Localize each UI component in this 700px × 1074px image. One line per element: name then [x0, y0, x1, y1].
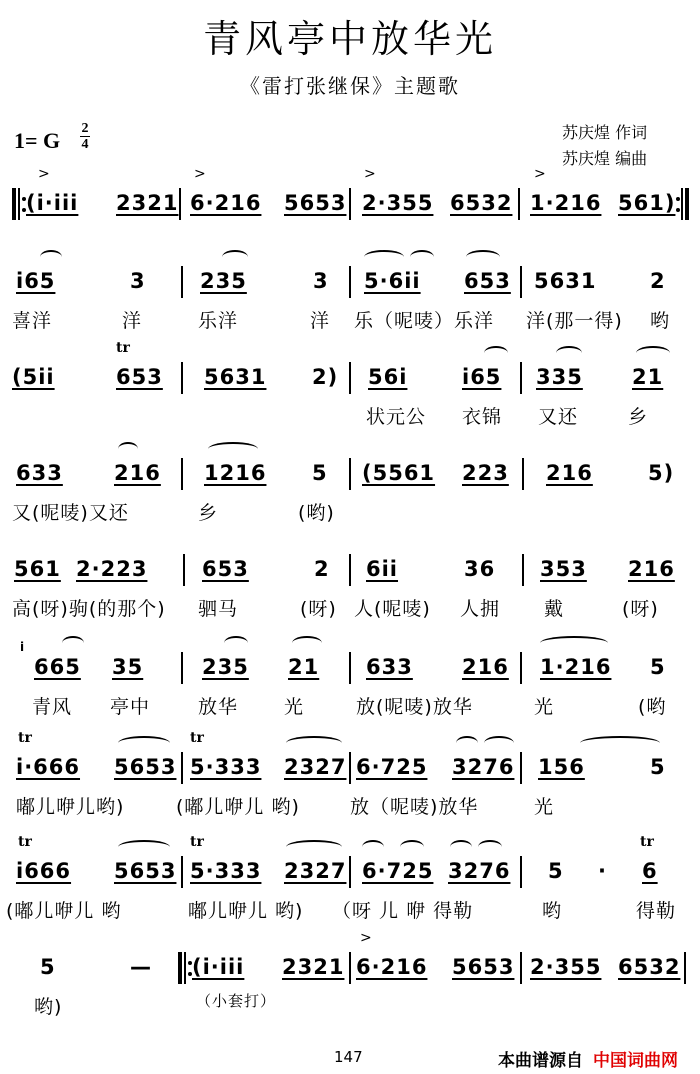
note-group: 3 — [313, 269, 329, 293]
lyric: 高(呀)驹(的那个) — [12, 598, 166, 620]
note-group: 5 — [548, 859, 564, 883]
note-group: 2·223 — [76, 557, 148, 581]
note-group: 5653 — [452, 955, 515, 979]
song-title: 青风亭中放华光 — [202, 17, 497, 61]
lyric: 又(呢唛)又还 — [12, 502, 129, 524]
lyric: 放华 — [198, 696, 239, 718]
note-group: 36 — [464, 557, 496, 581]
note-group: 1·216 — [540, 655, 612, 679]
note-group: 6ii — [366, 557, 399, 581]
note-group: 3 — [130, 269, 146, 293]
note-group: 353 — [540, 557, 587, 581]
lyric: (呀) — [622, 598, 659, 620]
note-group: 1·216 — [530, 191, 602, 215]
note-group: 216 — [546, 461, 593, 485]
lyricist-credit: 苏庆煌 作词 — [562, 123, 648, 142]
note-group: 2·355 — [530, 955, 602, 979]
note-group: 223 — [462, 461, 509, 485]
lyric: 亭中 — [110, 696, 151, 718]
lyric: 嘟儿咿儿哟) — [16, 796, 125, 818]
note-group: i65 — [16, 269, 56, 293]
note-group: 5 — [312, 461, 328, 485]
note-group: 2327 — [284, 859, 347, 883]
lyric: （呀 儿 咿 得勒 — [332, 900, 474, 922]
lyric: 人(呢唛) — [354, 598, 431, 620]
lyric: 戴 — [544, 598, 565, 620]
note-group: 35 — [112, 655, 144, 679]
note-group: 2327 — [284, 755, 347, 779]
lyric: 衣锦 — [462, 406, 503, 428]
note-group: (i·iii — [26, 191, 79, 215]
note-group: 633 — [16, 461, 63, 485]
note-group: 5 — [650, 655, 666, 679]
note-group: 235 — [202, 655, 249, 679]
note-group: 653 — [202, 557, 249, 581]
lyric: 驷马 — [198, 598, 239, 620]
lyric: 喜洋 — [12, 310, 53, 332]
note-group: 5) — [648, 461, 675, 485]
note-group: 2 — [650, 269, 666, 293]
note-group: 2321 — [282, 955, 345, 979]
note-group: — — [130, 955, 152, 979]
note-group: 6532 — [450, 191, 513, 215]
lyric: 乐（呢唛）乐洋 — [354, 310, 495, 332]
source-note — [498, 1046, 678, 1071]
note-group: 2·355 — [362, 191, 434, 215]
note-group: 6·725 — [356, 755, 428, 779]
note-group: 5 — [40, 955, 56, 979]
note-group: 216 — [462, 655, 509, 679]
lyric: 乐洋 — [198, 310, 239, 332]
note-group: 561) — [618, 191, 676, 215]
note-group: 21 — [288, 655, 320, 679]
lyric: (嘟儿咿儿 哟 — [6, 900, 122, 922]
note-group: (5561 — [362, 461, 436, 485]
note-group: 5·333 — [190, 859, 262, 883]
arranger-credit: 苏庆煌 编曲 — [562, 149, 648, 168]
score-page: 青风亭中放华光 《雷打张继保》主题歌 1= G 2 4 苏庆煌 作词 苏庆煌 编曲 > (i·iii 2321 > 6·216 5653 > 2·355 6532 > 1·216 561) i65 3 235 3 5·6ii 653 5631 2 喜洋 洋 乐洋 洋 乐（呢唛）乐洋 洋(那一得) 哟 tr (5ii 653 5631 2) 56i i65 335 21 状元公 衣锦 又还 乡 633 216 1216 5 (5561 223 216 5) 又(呢唛)又还 乡 (哟) 561 2·223 653 2 6ii 36 353 216 高(呀)驹(的那个) 驷马 (呀) 人(呢唛) 人拥 戴 (呀) i 665 35 235 21 633 216 1·216 5 青风 亭中 放华 光 放(呢唛)放华 光 (哟 tr tr i·666 5653 5·333 2327 6·725 3276 156 5 嘟儿咿儿哟) (嘟儿咿儿 哟) 放（呢唛)放华 光 tr tr tr i666 5653 5·333 2327 6·725 3276 5 · 6 (嘟儿咿儿 哟 嘟儿咿儿 哟) （呀 儿 咿 得勒 哟 得勒 5 — (i·iii 2321 > 6·216 5653 2·355 6532 哟) （小套打） 147 本曲谱源自 中国词曲网 — [0, 0, 700, 1074]
note-group: 2) — [312, 365, 339, 389]
note-group: 6·725 — [362, 859, 434, 883]
lyric: 洋 — [310, 310, 331, 332]
lyric: (嘟儿咿儿 哟) — [176, 796, 300, 818]
lyric: 哟) — [34, 996, 63, 1018]
note-group: 5 — [650, 755, 666, 779]
time-top: 2 — [81, 121, 89, 136]
note-group: 2321 — [116, 191, 179, 215]
note-group: · — [598, 859, 607, 883]
note-group: 5653 — [284, 191, 347, 215]
note-group: 6·216 — [190, 191, 262, 215]
note-group: 156 — [538, 755, 585, 779]
note-group: 335 — [536, 365, 583, 389]
lyric: 青风 — [32, 696, 73, 718]
note-group: 5·333 — [190, 755, 262, 779]
time-signature — [80, 121, 90, 152]
lyric: 人拥 — [460, 598, 501, 620]
note-group: 1216 — [204, 461, 267, 485]
lyric: 洋(那一得) — [526, 310, 623, 332]
note-group: 5631 — [534, 269, 597, 293]
note-group: i65 — [462, 365, 502, 389]
lyric: 状元公 — [366, 406, 427, 428]
note-group: 3276 — [452, 755, 515, 779]
note-group: 653 — [464, 269, 511, 293]
time-bottom: 4 — [81, 137, 89, 152]
source-label: 本曲谱源自 — [498, 1051, 583, 1071]
note-group: (i·iii — [192, 955, 245, 979]
note-group: (5ii — [12, 365, 55, 389]
lyric: 乡 — [628, 406, 649, 428]
lyric: 光 — [284, 696, 305, 718]
lyric: 乡 — [198, 502, 219, 524]
note-group: 3276 — [448, 859, 511, 883]
note-group: 653 — [116, 365, 163, 389]
note-group: 216 — [628, 557, 675, 581]
note-group: 5653 — [114, 755, 177, 779]
note-group: 6·216 — [356, 955, 428, 979]
lyric: (哟 — [638, 696, 667, 718]
lyric: 洋 — [122, 310, 143, 332]
lyric: 哟 — [650, 310, 671, 332]
song-subtitle: 《雷打张继保》主题歌 — [240, 74, 460, 98]
note-group: 5·6ii — [364, 269, 421, 293]
lyric: （小套打） — [196, 992, 277, 1010]
lyric: 光 — [534, 696, 555, 718]
lyric: (哟) — [298, 502, 335, 524]
note-group: 561 — [14, 557, 61, 581]
note-group: 633 — [366, 655, 413, 679]
lyric: 放(呢唛)放华 — [356, 696, 473, 718]
lyric: (呀) — [300, 598, 337, 620]
note-group: 6532 — [618, 955, 681, 979]
note-group: 216 — [114, 461, 161, 485]
page-number: 147 — [334, 1048, 363, 1066]
lyric: 放（呢唛)放华 — [350, 796, 479, 818]
note-group: 2 — [314, 557, 330, 581]
note-group: 5653 — [114, 859, 177, 883]
note-group: 56i — [368, 365, 408, 389]
note-group: 235 — [200, 269, 247, 293]
note-group: 21 — [632, 365, 664, 389]
note-group: 665 — [34, 655, 81, 679]
note-group: 5631 — [204, 365, 267, 389]
grace-note: i — [20, 640, 25, 654]
source-site: 中国词曲网 — [593, 1051, 678, 1071]
lyric: 又还 — [538, 406, 579, 428]
note-group: i666 — [16, 859, 72, 883]
lyric: 得勒 — [636, 900, 677, 922]
lyric: 光 — [534, 796, 555, 818]
lyric: 嘟儿咿儿 哟) — [188, 900, 304, 922]
note-group: i·666 — [16, 755, 81, 779]
note-group: 6 — [642, 859, 658, 883]
key-signature: 1= G — [14, 128, 61, 153]
lyric: 哟 — [542, 900, 563, 922]
